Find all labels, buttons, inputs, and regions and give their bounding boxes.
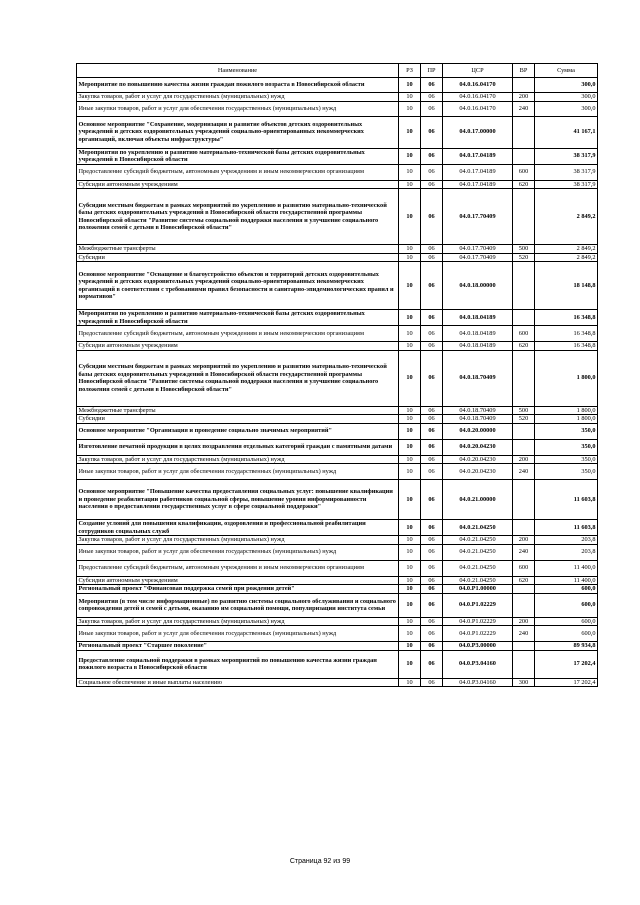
row-sum: 1 800,0 xyxy=(535,406,598,415)
row-name: Межбюджетные трансферты xyxy=(77,245,399,254)
row-csr: 04.0.16.04170 xyxy=(443,93,513,102)
row-pr: 06 xyxy=(421,253,443,262)
table-row xyxy=(77,189,598,245)
table-row xyxy=(77,245,598,254)
table-row xyxy=(77,455,598,464)
row-sum: 38 317,9 xyxy=(535,180,598,189)
row-sum: 89 934,8 xyxy=(535,642,598,651)
row-name: Основное мероприятие "Оснащение и благоустройство объектов и территорий детских оздоровительных учреждений и детских оздоровительных учреждений социально-ориентированных некоммерческих организаций в соответствии с требованиями правил безопасности и санитарно-эпидемиологических правил и нормативов" xyxy=(77,262,399,310)
row-csr: 04.0.16.04170 xyxy=(443,78,513,93)
row-pr: 06 xyxy=(421,245,443,254)
table-row xyxy=(77,262,598,310)
row-csr: 04.0.20.04230 xyxy=(443,439,513,455)
row-csr: 04.0.18.00000 xyxy=(443,262,513,310)
row-name: Основное мероприятие "Повышение качества предоставления социальных услуг: повышение квалификации и проведение реабилитации работников социальной сферы, повышение уровня информированности населения о предоставлении государственных услуг в сфере социальной поддержки" xyxy=(77,480,399,520)
row-sum: 41 167,1 xyxy=(535,116,598,148)
row-pr: 06 xyxy=(421,310,443,326)
row-vr: 600 xyxy=(513,164,535,180)
row-vr xyxy=(513,310,535,326)
row-vr: 200 xyxy=(513,536,535,545)
row-name: Субсидии автономным учреждениям xyxy=(77,180,399,189)
row-csr: 04.0.18.04189 xyxy=(443,310,513,326)
table-row xyxy=(77,576,598,585)
row-pr: 06 xyxy=(421,93,443,102)
row-csr: 04.0.20.04230 xyxy=(443,455,513,464)
row-rz: 10 xyxy=(399,544,421,560)
row-pr: 06 xyxy=(421,326,443,342)
row-sum: 600,0 xyxy=(535,617,598,626)
row-vr xyxy=(513,148,535,164)
row-name: Субсидии xyxy=(77,253,399,262)
row-vr xyxy=(513,78,535,93)
row-csr: 04.0.P1.02229 xyxy=(443,617,513,626)
row-csr: 04.0.21.04250 xyxy=(443,520,513,536)
row-csr: 04.0.20.00000 xyxy=(443,423,513,439)
row-pr: 06 xyxy=(421,423,443,439)
row-name: Иные закупки товаров, работ и услуг для обеспечения государственных (муниципальных) нужд xyxy=(77,101,399,116)
row-pr: 06 xyxy=(421,189,443,245)
table-row xyxy=(77,101,598,116)
budget-table-container xyxy=(76,63,597,687)
row-sum: 11 400,0 xyxy=(535,576,598,585)
row-pr: 06 xyxy=(421,78,443,93)
row-vr: 300 xyxy=(513,678,535,687)
table-body xyxy=(77,78,598,687)
row-vr: 520 xyxy=(513,253,535,262)
row-rz: 10 xyxy=(399,93,421,102)
table-row xyxy=(77,480,598,520)
row-vr: 620 xyxy=(513,576,535,585)
row-sum: 16 348,8 xyxy=(535,342,598,351)
row-csr: 04.0.18.70409 xyxy=(443,415,513,424)
row-csr: 04.0.21.00000 xyxy=(443,480,513,520)
table-row xyxy=(77,148,598,164)
row-csr: 04.0.17.04189 xyxy=(443,148,513,164)
row-pr: 06 xyxy=(421,350,443,406)
row-pr: 06 xyxy=(421,536,443,545)
row-vr xyxy=(513,642,535,651)
row-vr: 620 xyxy=(513,180,535,189)
row-vr: 600 xyxy=(513,326,535,342)
row-vr xyxy=(513,593,535,617)
table-row xyxy=(77,253,598,262)
row-csr: 04.0.17.04189 xyxy=(443,164,513,180)
row-vr: 520 xyxy=(513,415,535,424)
row-sum: 600,0 xyxy=(535,585,598,594)
table-row xyxy=(77,617,598,626)
row-rz: 10 xyxy=(399,148,421,164)
row-csr: 04.0.P3.00000 xyxy=(443,642,513,651)
table-row xyxy=(77,326,598,342)
row-csr: 04.0.18.04189 xyxy=(443,342,513,351)
row-csr: 04.0.16.04170 xyxy=(443,101,513,116)
row-vr: 620 xyxy=(513,342,535,351)
row-csr: 04.0.17.70409 xyxy=(443,245,513,254)
row-sum: 18 148,8 xyxy=(535,262,598,310)
row-name: Иные закупки товаров, работ и услуг для обеспечения государственных (муниципальных) нужд xyxy=(77,544,399,560)
row-name: Субсидии местным бюджетам в рамках мероприятий по укреплению и развитию материально-технической базы детских оздоровительных учреждений в Новосибирской области государственной программы Новосибирской области "Развитие системы социальной поддержки населения и улучшение социального положения семей с детьми в Новосибирской области" xyxy=(77,350,399,406)
row-pr: 06 xyxy=(421,576,443,585)
table-row xyxy=(77,415,598,424)
row-name: Субсидии xyxy=(77,415,399,424)
row-pr: 06 xyxy=(421,406,443,415)
table-row xyxy=(77,93,598,102)
row-csr: 04.0.P1.02229 xyxy=(443,626,513,642)
table-row xyxy=(77,678,598,687)
row-name: Закупка товаров, работ и услуг для государственных (муниципальных) нужд xyxy=(77,93,399,102)
row-pr: 06 xyxy=(421,585,443,594)
row-vr: 240 xyxy=(513,544,535,560)
row-rz: 10 xyxy=(399,326,421,342)
row-rz: 10 xyxy=(399,678,421,687)
row-vr xyxy=(513,116,535,148)
row-sum: 600,0 xyxy=(535,593,598,617)
row-name: Предоставление субсидий бюджетным, автономным учреждениям и иным некоммерческим организациям xyxy=(77,164,399,180)
row-rz: 10 xyxy=(399,650,421,678)
row-vr: 200 xyxy=(513,617,535,626)
page-number: Страница 92 из 99 xyxy=(289,858,351,865)
row-csr: 04.0.20.04230 xyxy=(443,464,513,480)
row-rz: 10 xyxy=(399,423,421,439)
row-name: Субсидии местным бюджетам в рамках мероприятий по укреплению и развитию материально-технической базы детских оздоровительных учреждений в Новосибирской области государственной программы Новосибирской области "Развитие системы социальной поддержки населения и улучшение социального положения семей с детьми в Новосибирской области" xyxy=(77,189,399,245)
row-pr: 06 xyxy=(421,544,443,560)
row-sum: 300,0 xyxy=(535,101,598,116)
row-rz: 10 xyxy=(399,560,421,576)
table-row xyxy=(77,164,598,180)
row-vr xyxy=(513,423,535,439)
row-name: Мероприятия по укреплению и развитию материально-технической базы детских оздоровительных учреждений в Новосибирской области xyxy=(77,310,399,326)
row-vr xyxy=(513,262,535,310)
row-name: Закупка товаров, работ и услуг для государственных (муниципальных) нужд xyxy=(77,455,399,464)
row-rz: 10 xyxy=(399,576,421,585)
table-row xyxy=(77,310,598,326)
row-vr xyxy=(513,585,535,594)
row-name: Социальное обеспечение и иные выплаты населению xyxy=(77,678,399,687)
row-csr: 04.0.P3.04160 xyxy=(443,650,513,678)
row-sum: 2 849,2 xyxy=(535,253,598,262)
row-pr: 06 xyxy=(421,164,443,180)
row-csr: 04.0.17.04189 xyxy=(443,180,513,189)
header-sum: Сумма xyxy=(535,64,598,78)
row-name: Иные закупки товаров, работ и услуг для обеспечения государственных (муниципальных) нужд xyxy=(77,464,399,480)
row-name: Межбюджетные трансферты xyxy=(77,406,399,415)
row-name: Основное мероприятие "Организация и проведение социально значимых мероприятий" xyxy=(77,423,399,439)
row-name: Закупка товаров, работ и услуг для государственных (муниципальных) нужд xyxy=(77,536,399,545)
row-pr: 06 xyxy=(421,101,443,116)
table-row xyxy=(77,350,598,406)
row-pr: 06 xyxy=(421,626,443,642)
table-row xyxy=(77,544,598,560)
row-name: Мероприятия по укреплению и развитию материально-технической базы детских оздоровительных учреждений в Новосибирской области xyxy=(77,148,399,164)
row-csr: 04.0.17.70409 xyxy=(443,253,513,262)
row-vr: 600 xyxy=(513,560,535,576)
row-rz: 10 xyxy=(399,78,421,93)
row-csr: 04.0.18.04189 xyxy=(443,326,513,342)
row-rz: 10 xyxy=(399,262,421,310)
row-rz: 10 xyxy=(399,164,421,180)
row-sum: 1 800,0 xyxy=(535,415,598,424)
row-sum: 600,0 xyxy=(535,626,598,642)
row-vr: 500 xyxy=(513,406,535,415)
row-sum: 350,0 xyxy=(535,423,598,439)
row-rz: 10 xyxy=(399,593,421,617)
row-pr: 06 xyxy=(421,148,443,164)
row-rz: 10 xyxy=(399,536,421,545)
table-row xyxy=(77,78,598,93)
table-row xyxy=(77,520,598,536)
row-sum: 17 202,4 xyxy=(535,678,598,687)
row-sum: 300,0 xyxy=(535,93,598,102)
row-name: Предоставление субсидий бюджетным, автономным учреждениям и иным некоммерческим организациям xyxy=(77,560,399,576)
table-row xyxy=(77,439,598,455)
row-rz: 10 xyxy=(399,253,421,262)
row-name: Региональный проект "Финансовая поддержка семей при рождении детей" xyxy=(77,585,399,594)
table-row xyxy=(77,585,598,594)
row-name: Изготовление печатной продукции в целях поздравления отдельных категорий граждан с памятными датами xyxy=(77,439,399,455)
row-rz: 10 xyxy=(399,439,421,455)
row-sum: 203,8 xyxy=(535,536,598,545)
row-sum: 17 202,4 xyxy=(535,650,598,678)
row-sum: 2 849,2 xyxy=(535,189,598,245)
header-csr: ЦСР xyxy=(443,64,513,78)
row-pr: 06 xyxy=(421,262,443,310)
row-name: Мероприятия (в том числе информационные) по развитию системы социального обслуживания и социального сопровождения детей и семей с детьми, оказанию им социальной помощи, популяризации института семьи xyxy=(77,593,399,617)
row-sum: 38 317,9 xyxy=(535,164,598,180)
row-vr: 500 xyxy=(513,245,535,254)
row-csr: 04.0.P1.02229 xyxy=(443,593,513,617)
row-pr: 06 xyxy=(421,455,443,464)
table-row xyxy=(77,626,598,642)
row-rz: 10 xyxy=(399,626,421,642)
row-vr xyxy=(513,520,535,536)
page-footer xyxy=(0,858,640,865)
row-pr: 06 xyxy=(421,678,443,687)
row-vr xyxy=(513,439,535,455)
table-row xyxy=(77,423,598,439)
row-name: Субсидии автономным учреждениям xyxy=(77,576,399,585)
row-pr: 06 xyxy=(421,642,443,651)
row-name: Предоставление субсидий бюджетным, автономным учреждениям и иным некоммерческим организациям xyxy=(77,326,399,342)
row-pr: 06 xyxy=(421,650,443,678)
row-vr: 240 xyxy=(513,464,535,480)
row-rz: 10 xyxy=(399,464,421,480)
row-rz: 10 xyxy=(399,350,421,406)
table-header-row xyxy=(77,64,598,78)
row-vr xyxy=(513,480,535,520)
row-csr: 04.0.P3.04160 xyxy=(443,678,513,687)
row-sum: 11 603,8 xyxy=(535,520,598,536)
row-rz: 10 xyxy=(399,642,421,651)
row-pr: 06 xyxy=(421,560,443,576)
row-pr: 06 xyxy=(421,480,443,520)
row-vr: 200 xyxy=(513,93,535,102)
row-rz: 10 xyxy=(399,415,421,424)
row-vr xyxy=(513,650,535,678)
row-name: Закупка товаров, работ и услуг для государственных (муниципальных) нужд xyxy=(77,617,399,626)
row-pr: 06 xyxy=(421,520,443,536)
row-csr: 04.0.21.04250 xyxy=(443,544,513,560)
row-rz: 10 xyxy=(399,455,421,464)
table-row xyxy=(77,593,598,617)
row-name: Иные закупки товаров, работ и услуг для обеспечения государственных (муниципальных) нужд xyxy=(77,626,399,642)
row-sum: 1 800,0 xyxy=(535,350,598,406)
table-row xyxy=(77,642,598,651)
row-rz: 10 xyxy=(399,617,421,626)
row-vr: 240 xyxy=(513,626,535,642)
row-sum: 16 348,8 xyxy=(535,326,598,342)
row-sum: 203,8 xyxy=(535,544,598,560)
row-csr: 04.0.17.70409 xyxy=(443,189,513,245)
row-pr: 06 xyxy=(421,342,443,351)
row-name: Региональный проект "Старшее поколение" xyxy=(77,642,399,651)
budget-table xyxy=(76,63,598,687)
row-sum: 2 849,2 xyxy=(535,245,598,254)
table-row xyxy=(77,536,598,545)
header-name: Наименование xyxy=(77,64,399,78)
row-rz: 10 xyxy=(399,310,421,326)
row-rz: 10 xyxy=(399,189,421,245)
row-rz: 10 xyxy=(399,480,421,520)
row-csr: 04.0.18.70409 xyxy=(443,350,513,406)
row-csr: 04.0.21.04250 xyxy=(443,560,513,576)
row-sum: 11 603,8 xyxy=(535,480,598,520)
header-vr: ВР xyxy=(513,64,535,78)
row-sum: 350,0 xyxy=(535,439,598,455)
table-row xyxy=(77,406,598,415)
row-pr: 06 xyxy=(421,464,443,480)
row-csr: 04.0.18.70409 xyxy=(443,406,513,415)
table-row xyxy=(77,650,598,678)
row-rz: 10 xyxy=(399,585,421,594)
row-pr: 06 xyxy=(421,617,443,626)
row-name: Основное мероприятие "Сохранение, модернизация и развитие объектов детских оздоровительных учреждений и детских оздоровительных учреждений социально-ориентированных некоммерческих организаций, включая объекты инфраструктуры" xyxy=(77,116,399,148)
table-row xyxy=(77,464,598,480)
row-sum: 16 348,8 xyxy=(535,310,598,326)
row-rz: 10 xyxy=(399,406,421,415)
row-rz: 10 xyxy=(399,520,421,536)
table-row xyxy=(77,560,598,576)
row-name: Мероприятие по повышению качества жизни граждан пожилого возраста в Новосибирской области xyxy=(77,78,399,93)
row-rz: 10 xyxy=(399,342,421,351)
header-pr: ПР xyxy=(421,64,443,78)
row-sum: 350,0 xyxy=(535,464,598,480)
row-csr: 04.0.21.04250 xyxy=(443,576,513,585)
row-sum: 300,0 xyxy=(535,78,598,93)
row-sum: 11 400,0 xyxy=(535,560,598,576)
row-csr: 04.0.17.00000 xyxy=(443,116,513,148)
row-sum: 38 317,9 xyxy=(535,148,598,164)
row-rz: 10 xyxy=(399,180,421,189)
row-pr: 06 xyxy=(421,415,443,424)
row-pr: 06 xyxy=(421,116,443,148)
row-pr: 06 xyxy=(421,180,443,189)
table-row xyxy=(77,342,598,351)
row-pr: 06 xyxy=(421,593,443,617)
header-rz: РЗ xyxy=(399,64,421,78)
row-vr xyxy=(513,350,535,406)
row-csr: 04.0.P1.00000 xyxy=(443,585,513,594)
row-name: Предоставление социальной поддержки в рамках мероприятий по повышению качества жизни граждан пожилого возраста в Новосибирской области xyxy=(77,650,399,678)
row-vr xyxy=(513,189,535,245)
table-row xyxy=(77,180,598,189)
row-vr: 200 xyxy=(513,455,535,464)
row-csr: 04.0.21.04250 xyxy=(443,536,513,545)
row-vr: 240 xyxy=(513,101,535,116)
row-name: Субсидии автономным учреждениям xyxy=(77,342,399,351)
row-rz: 10 xyxy=(399,116,421,148)
row-name: Создание условий для повышения квалификации, оздоровления и профессиональной реабилитации сотрудников социальных служб xyxy=(77,520,399,536)
row-rz: 10 xyxy=(399,101,421,116)
row-rz: 10 xyxy=(399,245,421,254)
row-pr: 06 xyxy=(421,439,443,455)
row-sum: 350,0 xyxy=(535,455,598,464)
table-row xyxy=(77,116,598,148)
